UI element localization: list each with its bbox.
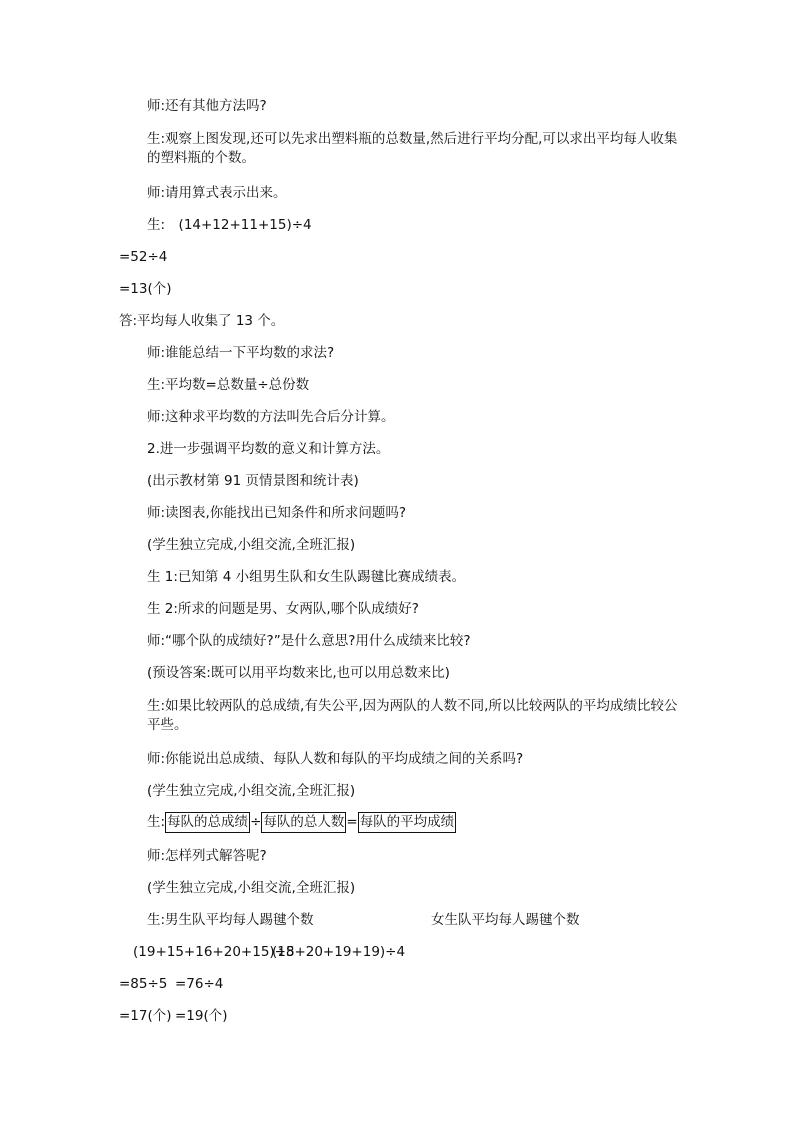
average-score-box: 每队的平均成绩 [358,812,457,833]
text-line: 师:还有其他方法吗? [147,98,267,114]
text-line: 生:如果比较两队的总成绩,有失公平,因为两队的人数不同,所以比较两队的平均成绩比较公平些。 [147,698,678,733]
text-line: 师:“哪个队的成绩好?”是什么意思?用什么成绩来比较? [147,633,471,649]
relationship-formula [147,812,456,833]
boys-team-formula: (19+15+16+20+15)÷5 [133,944,295,960]
text-line: 师:你能说出总成绩、每队人数和每队的平均成绩之间的关系吗? [147,751,524,767]
girls-team-result: =19(个) [175,1008,228,1024]
girls-team-step: =76÷4 [175,976,224,992]
text-line: (学生独立完成,小组交流,全班汇报) [147,537,356,553]
formula-prefix: 生: [147,814,166,830]
text-line: (预设答案:既可以用平均数来比,也可以用总数来比) [147,665,450,681]
text-line: 答:平均每人收集了 13 个。 [119,313,285,329]
text-line: 生 2:所求的问题是男、女两队,哪个队成绩好? [147,601,419,617]
girls-team-formula: (18+20+19+19)÷4 [272,944,406,960]
boys-team-result: =17(个) [119,1008,172,1024]
boys-team-heading: 生:男生队平均每人踢毽个数 [147,912,314,928]
text-line: 师:读图表,你能找出已知条件和所求问题吗? [147,505,407,521]
text-line: 生:平均数=总数量÷总份数 [147,377,310,393]
text-line: 生 1:已知第 4 小组男生队和女生队踢毽比赛成绩表。 [147,569,466,585]
text-paragraph [147,697,687,735]
text-line: =13(个) [119,281,172,297]
equals-sign: = [346,814,358,830]
text-line: 生:观察上图发现,还可以先求出塑料瓶的总数量,然后进行平均分配,可以求出平均每人收集的塑料瓶的个数。 [147,131,678,166]
boys-team-step: =85÷5 [119,976,168,992]
text-line: (学生独立完成,小组交流,全班汇报) [147,880,356,896]
text-line: 师:谁能总结一下平均数的求法? [147,345,335,361]
text-line: (学生独立完成,小组交流,全班汇报) [147,783,356,799]
total-score-box: 每队的总成绩 [165,812,250,833]
girls-team-heading: 女生队平均每人踢毽个数 [431,912,580,928]
text-line: =52÷4 [119,249,168,265]
text-line: 师:这种求平均数的方法叫先合后分计算。 [147,409,395,425]
text-line: 生: (14+12+11+15)÷4 [147,217,312,233]
text-line: 师:请用算式表示出来。 [147,185,287,201]
text-line: 2.进一步强调平均数的意义和计算方法。 [147,441,390,457]
team-size-box: 每队的总人数 [261,812,346,833]
text-line: 师:怎样列式解答呢? [147,848,267,864]
text-line: (出示教材第 91 页情景图和统计表) [147,473,359,489]
divide-sign: ÷ [250,814,262,830]
text-paragraph [147,130,687,168]
